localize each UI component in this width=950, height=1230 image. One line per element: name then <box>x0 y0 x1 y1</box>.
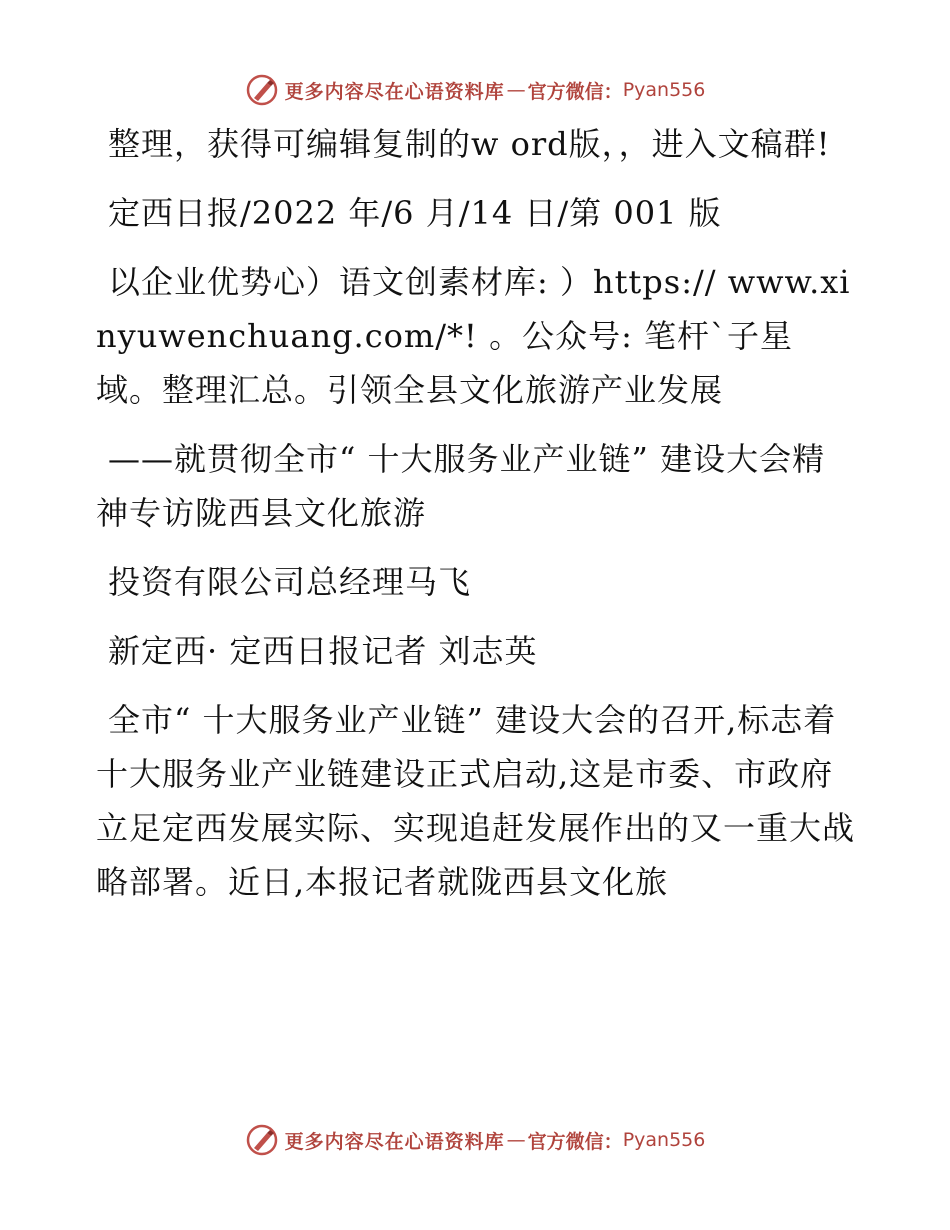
paragraph-byline: 新定西· 定西日报记者 刘志英 <box>108 632 538 670</box>
banner-wechat-label: 官方微信： <box>527 80 623 103</box>
banner-wechat-id: Pyan556 <box>622 1129 706 1151</box>
banner-wechat-id: Pyan556 <box>622 79 706 101</box>
banner-brand-text: 更多内容尽在心语资料库 <box>284 80 505 103</box>
pen-circle-logo-icon <box>245 73 279 107</box>
pen-circle-logo-icon <box>245 1123 279 1157</box>
paragraph-title: 以企业优势心）语文创素材库: ）https:// www.xinyuwenchuang.com/*! 。公众号: 笔杆`子星域。整理汇总。引领全县文化旅游产业发展 <box>96 263 851 409</box>
header-watermark-banner <box>0 70 950 110</box>
banner-brand-text: 更多内容尽在心语资料库 <box>284 1130 505 1153</box>
banner-separator: — <box>506 1129 526 1151</box>
paragraph-body: 全市“ 十大服务业产业链” 建设大会的召开,标志着十大服务业产业链建设正式启动,这是市委、市政府立足定西发展实际、实现追赶发展作出的又一重大战略部署。近日,本报记者就陇西县文化旅 <box>96 701 856 901</box>
paragraph-interviewee: 投资有限公司总经理马飞 <box>108 563 472 601</box>
paragraph-intro: 整理，获得可编辑复制的w ord版，，进入文稿群! <box>108 125 831 163</box>
document-body <box>96 117 856 924</box>
banner-separator: — <box>506 79 526 101</box>
paragraph-subtitle: ——就贯彻全市“ 十大服务业产业链” 建设大会精神专访陇西县文化旅游 <box>96 440 826 532</box>
paragraph-source-line: 定西日报/2022 年/6 月/14 日/第 001 版 <box>108 194 722 232</box>
footer-watermark-banner <box>0 1120 950 1160</box>
banner-wechat-label: 官方微信： <box>527 1130 623 1153</box>
